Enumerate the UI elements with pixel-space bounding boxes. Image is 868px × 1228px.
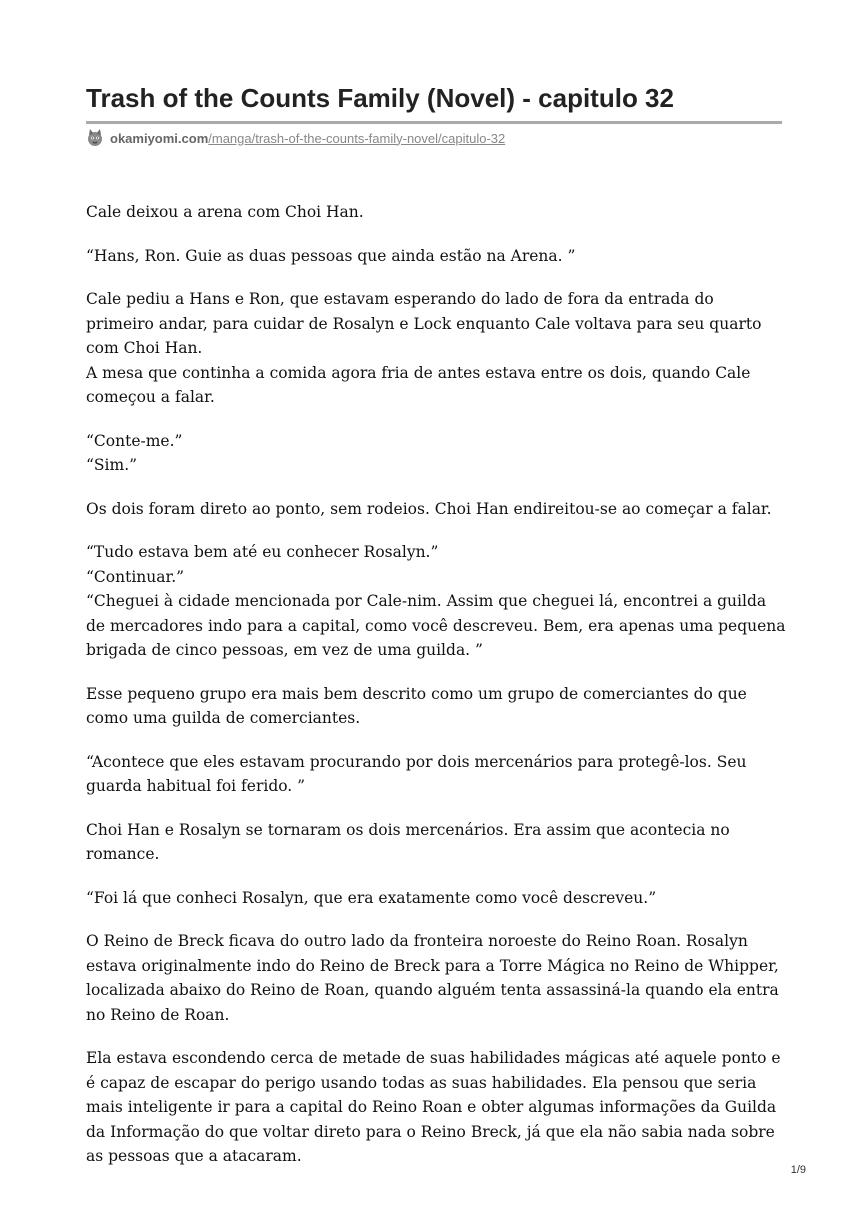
paragraph: Esse pequeno grupo era mais bem descrito como um grupo de comerciantes do que como uma guilda de comerciantes. — [86, 684, 747, 727]
paragraph: Cale pediu a Hans e Ron, que estavam esperando do lado de fora da entrada do primeiro andar, para cuidar de Rosalyn e Lock enquanto Cale voltava para seu quarto com Choi Han. A mesa que continha a comida agora fria de antes estava entre os dois, quando Cale começou a falar. — [86, 290, 762, 406]
paragraph: Cale deixou a arena com Choi Han. — [86, 203, 364, 221]
paragraph: O Reino de Breck ficava do outro lado da fronteira noroeste do Reino Roan. Rosalyn estava originalmente indo do Reino de Breck para a Torre Mágica no Reino de Whipper, localizada abaixo do Reino de Roan, quando alguém tenta assassiná-la quando ela entra no Reino de Roan. — [86, 932, 779, 1024]
paragraph: “Tudo estava bem até eu conhecer Rosalyn.” “Continuar.” “Cheguei à cidade mencionada por Cale-nim. Assim que cheguei lá, encontrei a guilda de mercadores indo para a capital, como você descreveu. Bem, era apenas uma pequena brigada de cinco pessoas, em vez de uma guilda. ” — [86, 543, 786, 659]
paragraph: Choi Han e Rosalyn se tornaram os dois mercenários. Era assim que acontecia no romance. — [86, 820, 730, 863]
paragraph: Os dois foram direto ao ponto, sem rodeios. Choi Han endireitou-se ao começar a falar. — [86, 499, 772, 518]
source-url-link[interactable] — [110, 131, 505, 146]
paragraph: Ela estava escondendo cerca de metade de suas habilidades mágicas até aquele ponto e é capaz de escapar do perigo usando todas as suas habilidades. Ela pensou que seria mais inteligente ir para a capital do Reino Roan e obter algumas informações da Guilda da Informação do que voltar direto para o Reino Breck, já que ela não sabia nada sobre as pessoas que a atacaram. — [86, 1049, 781, 1165]
paragraph: “Conte-me.” “Sim.” — [86, 431, 183, 474]
source-domain: okamiyomi.com — [110, 130, 209, 146]
source-link[interactable] — [86, 128, 505, 148]
page-title: Trash of the Counts Family (Novel) - capitulo 32 — [86, 83, 674, 113]
paragraph: “Foi lá que conheci Rosalyn, que era exatamente como você descreveu.” — [86, 888, 657, 907]
title-divider — [86, 121, 782, 124]
source-path: /manga/trash-of-the-counts-family-novel/capitulo-32 — [208, 130, 506, 146]
paragraph: “Hans, Ron. Guie as duas pessoas que ainda estão na Arena. ” — [86, 246, 576, 265]
page-number: 1/9 — [790, 1164, 806, 1176]
wolf-logo-icon — [86, 129, 104, 147]
paragraph: “Acontece que eles estavam procurando por dois mercenários para protegê-los. Seu guarda habitual foi ferido. ” — [86, 752, 747, 795]
article-body — [86, 200, 786, 1188]
